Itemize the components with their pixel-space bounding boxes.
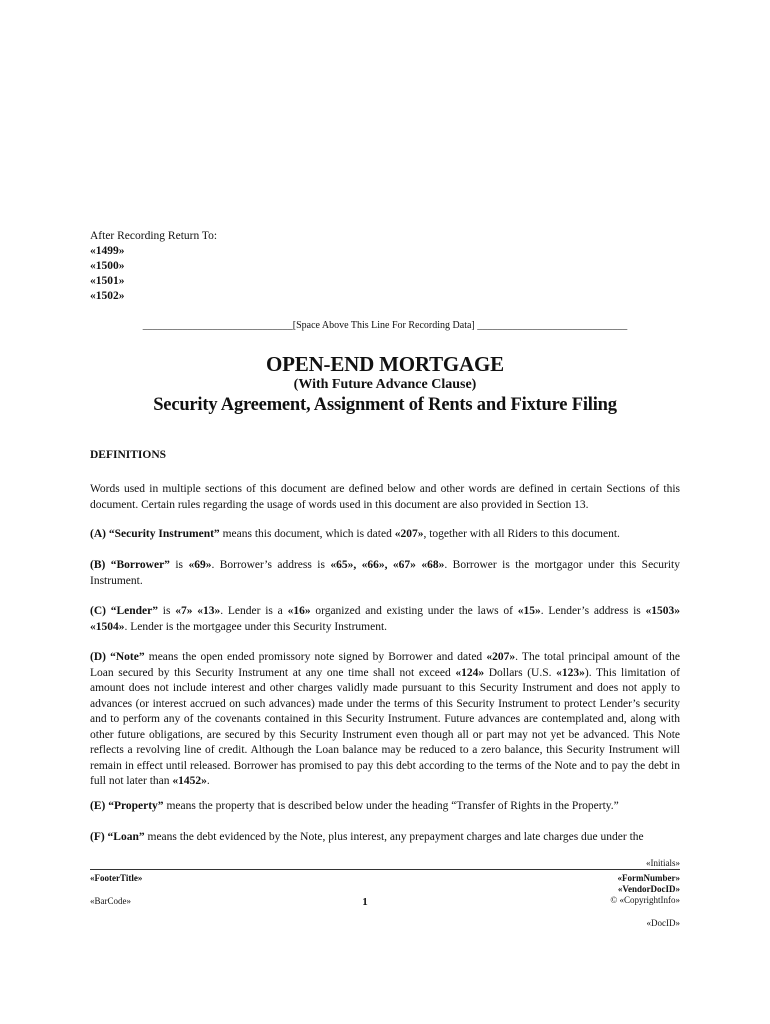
definition-c-text-1: is <box>158 605 176 617</box>
definition-b-value-1: «69» <box>188 559 212 571</box>
definition-e-text-1: means the property that is described below under the heading “Transfer of Rights in the Property.” <box>163 800 619 812</box>
definition-a-text-2: , together with all Riders to this document. <box>423 528 620 540</box>
definition-d-value-4: «1452» <box>172 775 207 787</box>
definitions-heading: DEFINITIONS <box>90 449 167 461</box>
definition-c-text-2: . Lender is a <box>220 605 288 617</box>
definition-d-text-2: . The total principal amount of the Loan secured by this Security Instrument at any one time shall not exceed <box>90 651 680 679</box>
definition-d-value-2: «124» <box>455 666 485 679</box>
definition-c-value-4: «1503» «1504» <box>90 605 681 633</box>
document-title: OPEN-END MORTGAGE <box>266 352 504 376</box>
definition-f-text-1: means the debt evidenced by the Note, plus interest, any prepayment charges and late charges due under the <box>144 831 644 843</box>
definition-d-text-1: means the open ended promissory note signed by Borrower and dated <box>144 651 487 663</box>
return-address-block <box>90 229 217 304</box>
definition-a <box>90 527 680 543</box>
definition-e-label: (E) “Property” <box>90 800 164 812</box>
definition-e <box>90 799 680 815</box>
definition-f-label: (F) “Loan” <box>90 831 145 843</box>
document-subtitle-2: Security Agreement, Assignment of Rents and Fixture Filing <box>153 395 617 415</box>
definition-c-value-3: «15» <box>517 605 541 617</box>
page-number: 1 <box>362 896 368 908</box>
definition-d-value-1: «207» <box>486 651 516 663</box>
definition-f <box>90 830 680 846</box>
definition-b-label: (B) “Borrower” <box>90 559 170 571</box>
definition-c-label: (C) “Lender” <box>90 605 159 617</box>
definition-b-text-2: . Borrower’s address is <box>211 559 331 571</box>
return-label: After Recording Return To: <box>90 230 218 242</box>
definition-c <box>90 604 680 635</box>
definition-c-text-4: . Lender’s address is <box>540 605 646 617</box>
footer-initials: «Initials» <box>646 858 680 868</box>
definition-d-text-5: . <box>206 775 210 787</box>
definition-d-text-3: Dollars (U.S. <box>484 666 557 679</box>
definitions-intro: Words used in multiple sections of this document are defined below and other words are defined in certain Sections of this document. Certain rules regarding the usage of words used in this document are also provided in Section 13. <box>90 483 680 511</box>
definition-c-value-2: «16» <box>287 605 311 617</box>
return-line-4: «1502» <box>90 290 125 302</box>
footer-divider <box>90 869 680 870</box>
definition-d <box>90 650 680 790</box>
definition-a-label: (A) “Security Instrument” <box>90 528 220 540</box>
return-line-2: «1500» <box>90 260 125 272</box>
definition-c-value-1: «7» «13» <box>175 605 221 617</box>
return-line-1: «1499» <box>90 245 125 257</box>
definition-a-text-1: means this document, which is dated <box>219 528 395 540</box>
footer-vendor-doc-id: «VendorDocID» <box>617 884 680 894</box>
definition-a-value-1: «207» <box>394 528 424 540</box>
definition-d-text-4: ). This limitation of amount does not include interest and other charges validly made pursuant to this Security Instrument and does not apply to advances (or interest accrued on such advances) made under the terms of this Security Instrument to protect Lender’s security and to perform any of the covenants contained in this Security Instrument. Future advances are contemplated and, along with other future obligations, are secured by this Security Instrument even though all or part may not yet be advanced. This Note reflects a revolving line of credit. Although the Loan balance may be reduced to a zero balance, this Security Instrument will remain in effect until released. Borrower has promised to pay this debt according to the terms of the Note and to pay the debt in full not later than <box>90 666 680 787</box>
definition-b <box>90 558 680 589</box>
return-line-3: «1501» <box>90 275 125 287</box>
footer-title: «FooterTitle» <box>90 873 143 883</box>
definition-b-text-1: is <box>169 559 189 571</box>
footer-copyright: © «CopyrightInfo» <box>610 895 680 905</box>
definition-d-value-3: «123» <box>556 666 585 679</box>
footer-doc-id: «DocID» <box>646 918 680 928</box>
footer-form-number: «FormNumber» <box>617 873 680 883</box>
definition-c-text-3: organized and existing under the laws of <box>310 605 518 617</box>
definition-b-value-2: «65», «66», «67» «68» <box>330 559 445 571</box>
recording-data-line: ______________________________[Space Above This Line For Recording Data] ______________________________ <box>142 320 628 331</box>
definition-c-text-5: . Lender is the mortgagee under this Security Instrument. <box>124 620 388 633</box>
definition-d-label: (D) “Note” <box>90 651 145 663</box>
definition-b-text-3: . Borrower is the mortgagor under this Security Instrument. <box>90 559 680 587</box>
document-subtitle: (With Future Advance Clause) <box>293 377 477 392</box>
footer-barcode: «BarCode» <box>90 896 131 906</box>
